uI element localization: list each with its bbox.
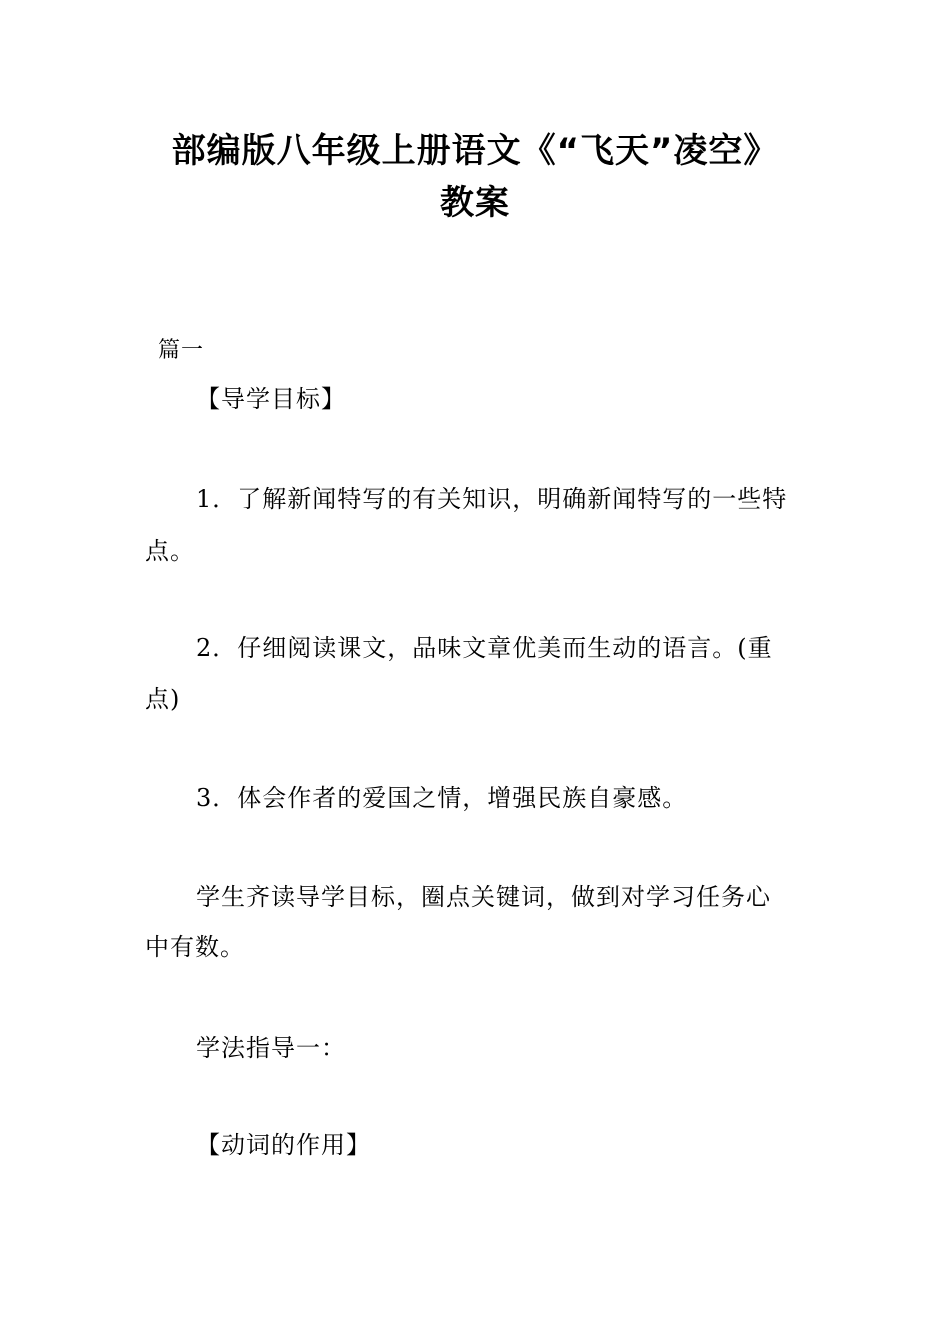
goal-3: 3．体会作者的爱国之情，增强民族自豪感。 xyxy=(196,784,688,812)
method-heading: 学法指导一： xyxy=(196,1034,346,1062)
document-title-line-2: 教案 xyxy=(440,183,510,223)
student-instruction-line-1: 学生齐读导学目标，圈点关键词，做到对学习任务心 xyxy=(196,883,771,911)
goal-1-line-1: 1．了解新闻特写的有关知识，明确新闻特写的一些特 xyxy=(196,485,788,513)
goal-2-line-2: 点) xyxy=(145,685,181,713)
section-label: 篇一 xyxy=(158,338,205,363)
document-title-line-1: 部编版八年级上册语文《“飞天”凌空》 xyxy=(171,131,779,171)
goals-heading: 【导学目标】 xyxy=(196,385,346,413)
goal-2-line-1: 2．仔细阅读课文，品味文章优美而生动的语言。(重 xyxy=(196,634,773,662)
goal-1-line-2: 点。 xyxy=(145,537,195,565)
verb-function-heading: 【动词的作用】 xyxy=(196,1131,371,1159)
student-instruction-line-2: 中有数。 xyxy=(145,933,245,961)
